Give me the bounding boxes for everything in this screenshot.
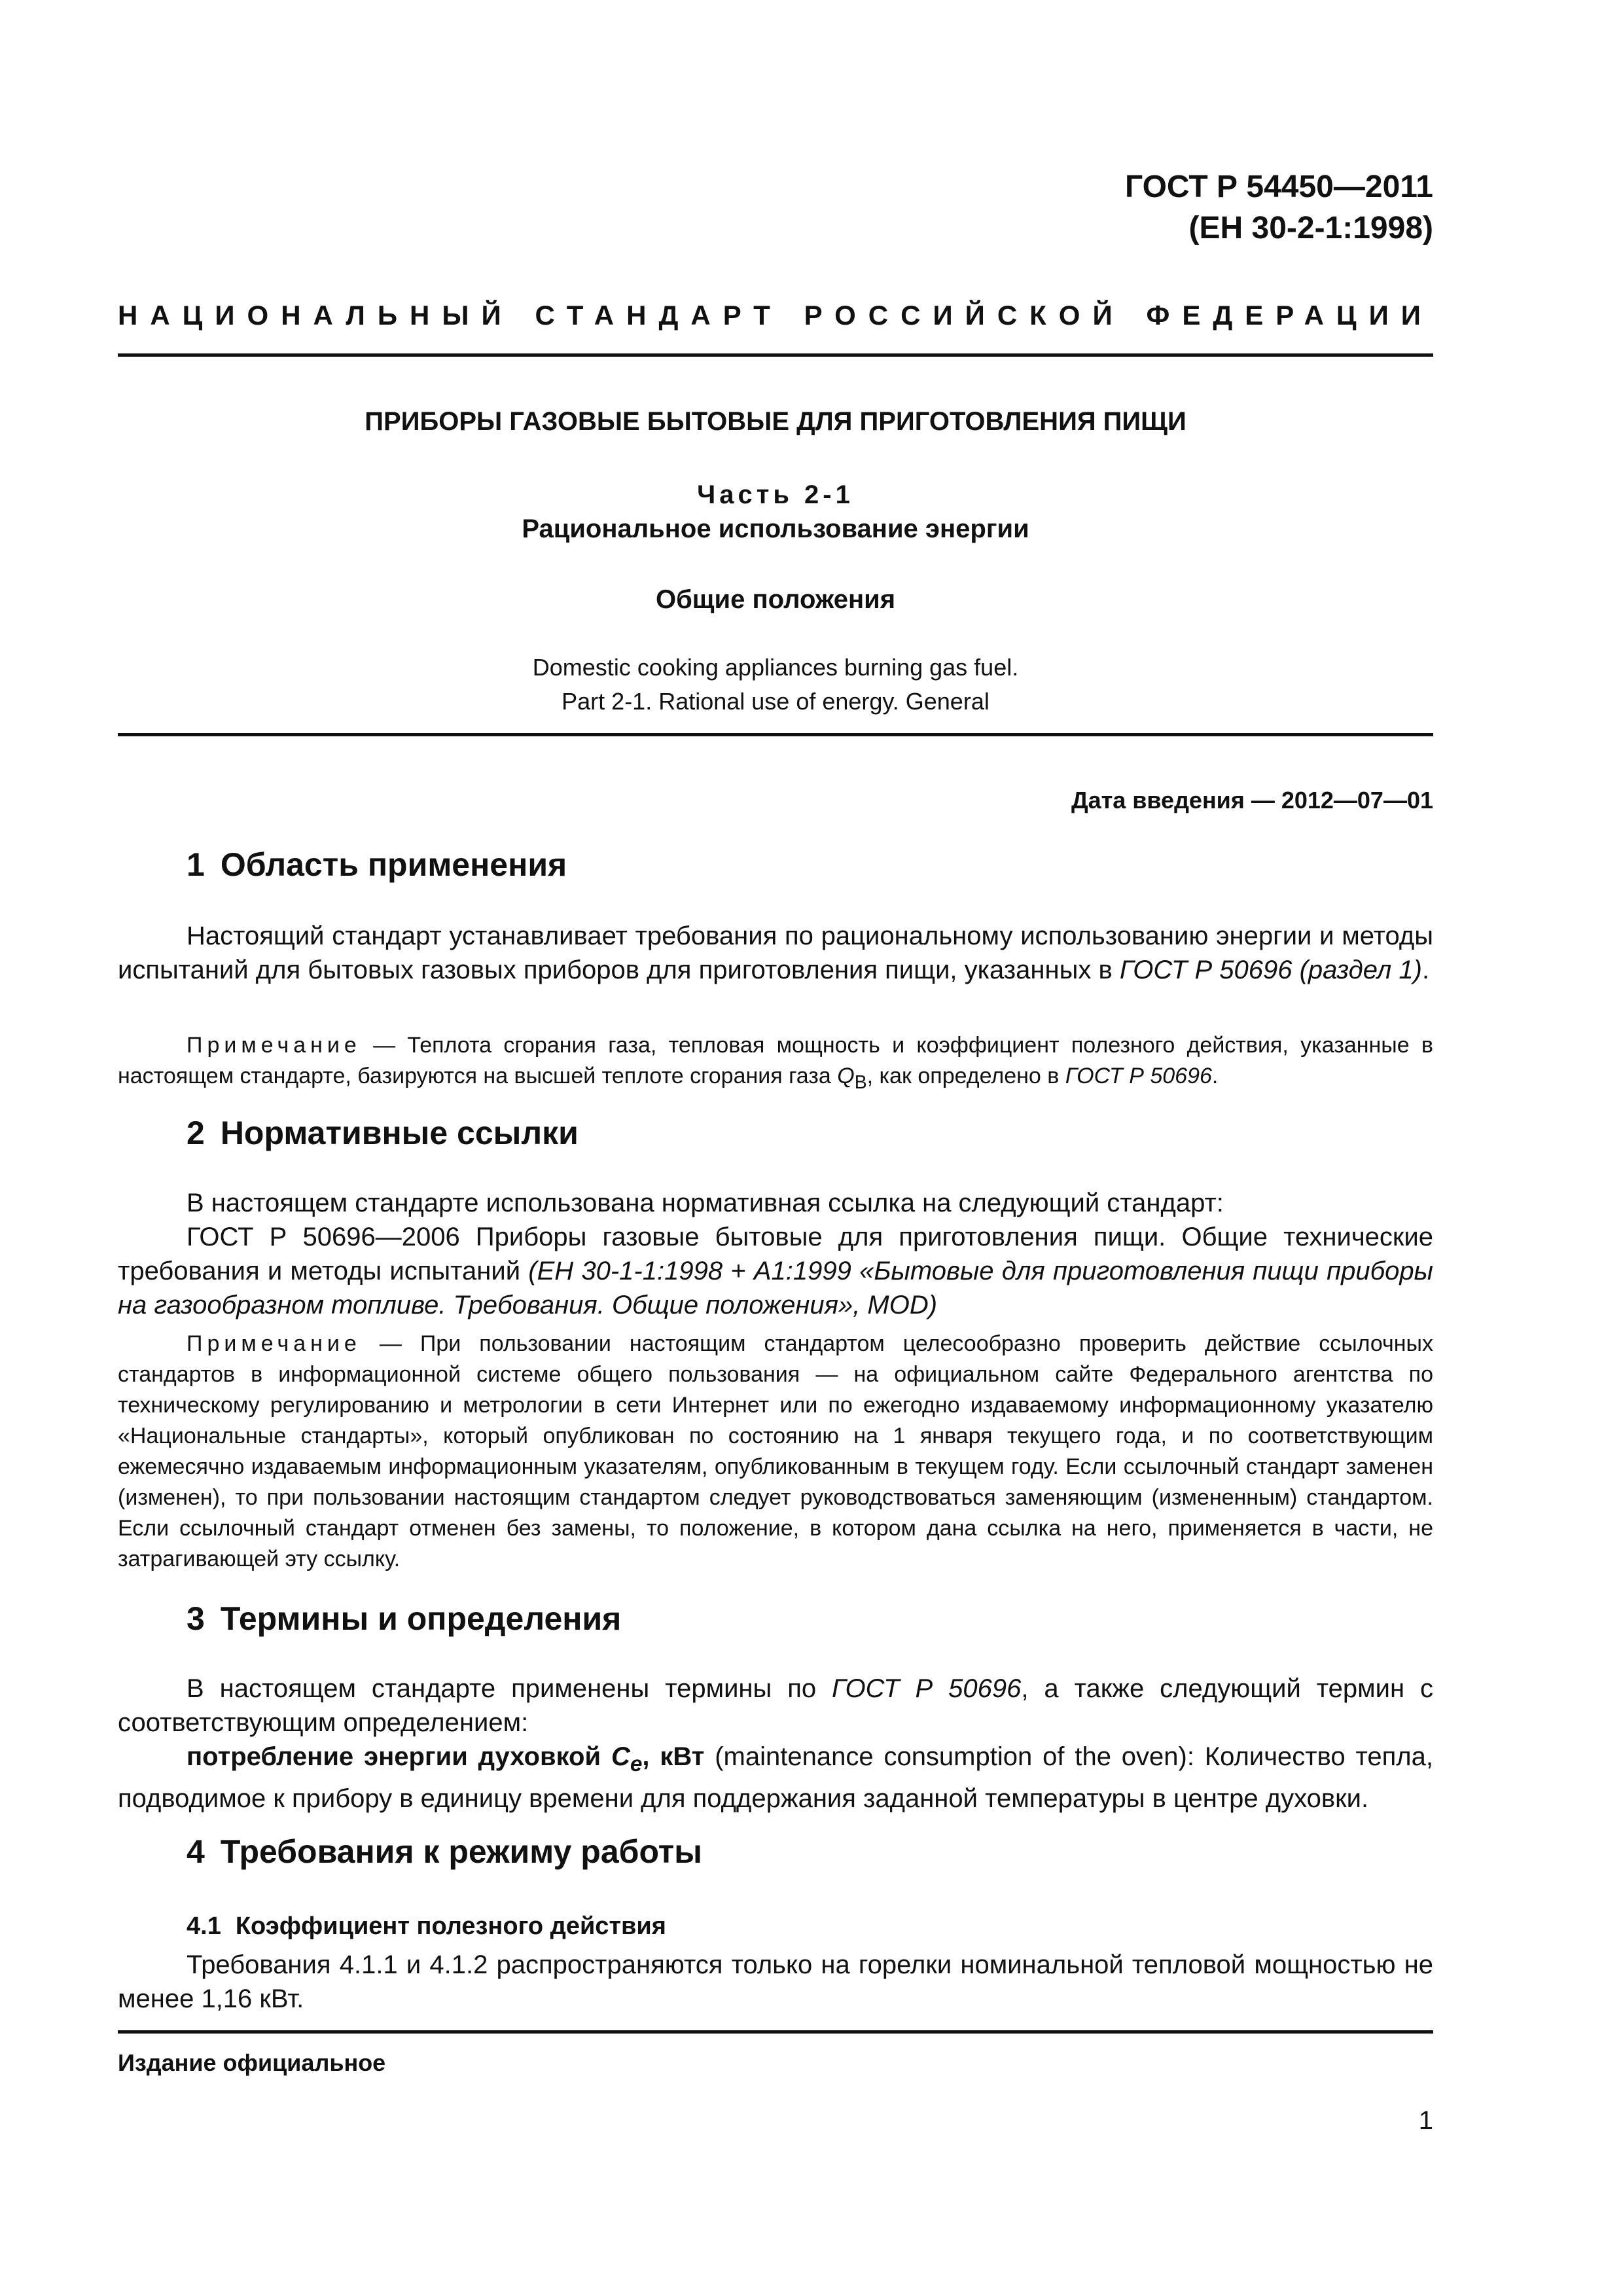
- part-title: Рациональное использование энергии: [522, 514, 1029, 543]
- standard-code-en: (ЕН 30-2-1:1998): [1188, 211, 1433, 245]
- section-1-heading: [187, 846, 567, 884]
- footer-divider: [118, 2030, 1433, 2034]
- section-number: 2: [187, 1115, 205, 1151]
- english-title: [118, 651, 1433, 719]
- header-divider: [118, 353, 1433, 357]
- symbol-subscript: B: [854, 1071, 867, 1093]
- paragraph-end: , а также следующий термин с соответствующим определением:: [118, 1674, 1433, 1737]
- section-2-heading: [187, 1114, 579, 1152]
- subsection-title: Коэффициент полезного действия: [235, 1912, 666, 1940]
- section-number: 1: [187, 846, 205, 883]
- note-text: — При пользовании настоящим стандартом целесообразно проверить действие ссылочных стандартов в информационной системе общего пользования — на официальном сайте Федерального агентства по техническому регулированию и метрологии в сети Интернет или по ежегодно издаваемому информационному указателю «Национальные стандарты», который опубликован по состоянию на 1 января текущего года, и по соответствующим ежемесячно издаваемым информационным указателям, опубликованным в текущем году. Если ссылочный стандарт заменен (изменен), то при пользовании настоящим стандартом следует руководствоваться заменяющим (измененным) стандартом. Если ссылочный стандарт отменен без замены, то положение, в котором дана ссылка на него, применяется в части, не затрагивающей эту ссылку.: [118, 1331, 1433, 1571]
- reference-link: ГОСТ Р 50696: [832, 1674, 1022, 1703]
- section-3-heading: [187, 1600, 621, 1638]
- paragraph-text: Настоящий стандарт устанавливает требования по рациональному использованию энергии и методы испытаний для бытовых газовых приборов для приготовления пищи, указанных в: [118, 922, 1433, 984]
- note-reference: ГОСТ Р 50696: [1065, 1064, 1212, 1088]
- national-standard-heading: НАЦИОНАЛЬНЫЙ СТАНДАРТ РОССИЙСКОЙ ФЕДЕРАЦИИ: [118, 300, 1433, 331]
- section-title: Область применения: [220, 846, 567, 883]
- section-number: 3: [187, 1600, 205, 1637]
- paragraph-text: Требования 4.1.1 и 4.1.2 распространяются только на горелки номинальной тепловой мощностью не менее 1,16 кВт.: [118, 1950, 1433, 2013]
- term-definition: (maintenance consumption of the oven): Количество тепла, подводимое к прибору в единицу времени для поддержания заданной температуры в центре духовки.: [118, 1742, 1433, 1813]
- term-symbol-subscript: e: [630, 1752, 643, 1776]
- general-subtitle: Общие положения: [655, 585, 896, 614]
- section-1-note: [118, 1030, 1433, 1098]
- paragraph-text: ГОСТ Р 50696—2006 Приборы газовые бытовые для приготовления пищи. Общие технические требования и методы испытаний: [118, 1223, 1433, 1285]
- section-title: Требования к режиму работы: [220, 1833, 702, 1870]
- section-number: 4: [187, 1833, 205, 1870]
- section-3-paragraph-1: [118, 1672, 1433, 1740]
- term-symbol: C: [611, 1742, 630, 1771]
- page-number: 1: [1418, 2106, 1433, 2135]
- section-2-note: [118, 1329, 1433, 1575]
- note-text: — Теплота сгорания газа, тепловая мощность и коэффициент полезного действия, указанные в настоящем стандарте, базируются на высшей теплоте сгорания газа: [118, 1033, 1433, 1088]
- english-title-line-1: Domestic cooking appliances burning gas fuel.: [532, 654, 1019, 681]
- term-unit: , кВт: [642, 1742, 705, 1771]
- subsection-number: 4.1: [187, 1912, 221, 1940]
- section-1-paragraph: [118, 919, 1433, 987]
- section-2-paragraph-2: [118, 1220, 1433, 1322]
- paragraph-text: В настоящем стандарте использована нормативная ссылка на следующий стандарт:: [187, 1189, 1224, 1217]
- subsection-4-1-heading: [187, 1912, 666, 1941]
- document-title: ПРИБОРЫ ГАЗОВЫЕ БЫТОВЫЕ ДЛЯ ПРИГОТОВЛЕНИЯ ПИЩИ: [365, 407, 1186, 436]
- note-text-2: , как определено в: [866, 1064, 1065, 1088]
- paragraph-text: В настоящем стандарте применены термины по: [187, 1674, 832, 1703]
- standard-code: ГОСТ Р 54450—2011: [1125, 170, 1433, 204]
- section-title: Нормативные ссылки: [220, 1115, 579, 1151]
- reference-link: ГОСТ Р 50696 (раздел 1): [1119, 956, 1422, 984]
- note-label: Примечание: [187, 1033, 361, 1058]
- note-end: .: [1211, 1064, 1219, 1088]
- subsection-4-1-paragraph: [118, 1948, 1433, 2016]
- paragraph-end: .: [1421, 956, 1430, 984]
- section-4-heading: [187, 1833, 702, 1871]
- section-title: Термины и определения: [220, 1600, 622, 1637]
- note-label: Примечание: [187, 1331, 361, 1356]
- english-title-line-2: Part 2-1. Rational use of energy. General: [562, 688, 990, 715]
- symbol: Q: [837, 1064, 855, 1088]
- section-2-paragraph-1: [118, 1186, 1433, 1220]
- official-edition-label: Издание официальное: [118, 2049, 386, 2076]
- term: потребление энергии духовкой: [187, 1742, 611, 1771]
- reference-text: (ЕН 30-1-1:1998 + А1:1999 «Бытовые для приготовления пищи приборы на газообразном топливе. Требования. Общие положения», MOD): [118, 1257, 1433, 1319]
- part-number: Часть 2-1: [697, 480, 854, 509]
- section-3-term-definition: [118, 1740, 1433, 1816]
- title-divider: [118, 733, 1433, 736]
- introduction-date: Дата введения — 2012—07—01: [1071, 787, 1433, 814]
